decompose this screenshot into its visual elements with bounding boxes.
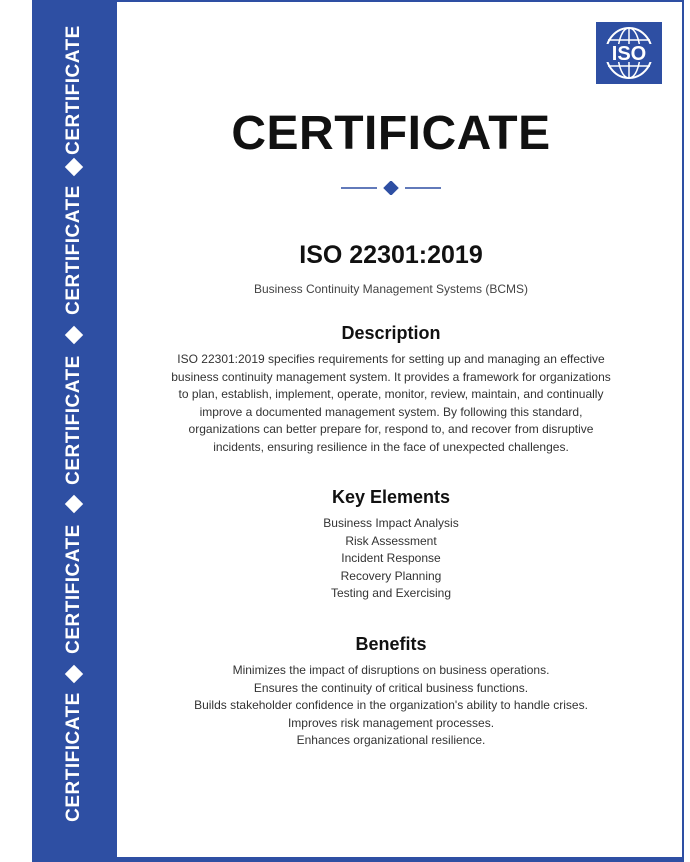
description-line: improve a documented management system. By following this standard, [199,404,583,419]
key-elements-heading: Key Elements [331,487,451,507]
list-item: Recovery Planning [340,568,442,583]
certificate-title: CERTIFICATE [231,107,551,160]
description-line: business continuity management system. It provides a framework for organizations [171,369,611,384]
sidebar-word: CERTIFICATE [63,25,84,155]
description-line: incidents, ensuring resilience in the face of unexpected challenges. [213,439,569,454]
benefits-heading: Benefits [355,634,427,654]
right-border [682,0,684,862]
sidebar-word: CERTIFICATE [63,185,84,315]
description-line: ISO 22301:2019 specifies requirements for setting up and managing an effective [177,352,605,366]
globe-icon [598,25,660,81]
standard-code: ISO 22301:2019 [299,241,483,269]
description-text [165,351,617,457]
standard-name: Business Continuity Management Systems (BCMS) [253,282,529,296]
list-item: Enhances organizational resilience. [296,733,486,748]
sidebar-word: CERTIFICATE [63,524,84,654]
list-item: Improves risk management processes. [287,715,495,730]
bottom-border [117,857,682,862]
left-margin [0,0,32,862]
list-item: Business Impact Analysis [323,516,459,530]
sidebar-word: CERTIFICATE [63,692,84,822]
top-border [117,0,684,2]
benefits-list [117,662,665,750]
list-item: Ensures the continuity of critical business functions. [253,680,529,695]
key-elements-list [117,515,665,603]
description-line: organizations can better prepare for, respond to, and recover from disruptive [188,422,594,437]
sidebar-word: CERTIFICATE [63,355,84,485]
list-item: Minimizes the impact of disruptions on business operations. [232,663,550,677]
description-heading: Description [341,323,441,343]
iso-logo [596,22,662,84]
description-line: to plan, establish, implement, operate, monitor, review, maintain, and continually [178,387,604,402]
list-item: Risk Assessment [345,533,437,548]
list-item: Incident Response [341,551,441,566]
title-divider [341,181,441,195]
list-item: Builds stakeholder confidence in the organization's ability to handle crises. [194,698,588,713]
list-item: Testing and Exercising [330,586,452,601]
logo-text: ISO [611,43,647,65]
